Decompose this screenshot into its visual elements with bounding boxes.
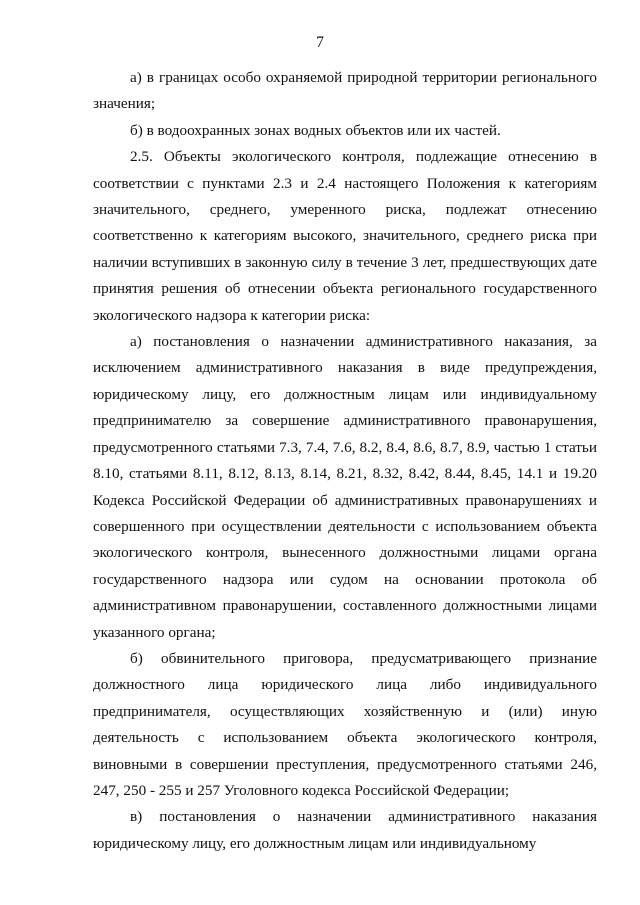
page-number: 7 bbox=[316, 34, 324, 51]
paragraph-2-4-b: б) в водоохранных зонах водных объектов или их частей. bbox=[130, 121, 501, 139]
paragraph-2-5-a: а) постановления о назначении административного наказания, за исключением административного наказания в виде предупреждения, юридическому лицу, его должностным лицам или индивидуальному предпринимателю за совершение административного правонарушения, предусмотренного статьями 7.3, 7.4, 7.6, 8.2, 8.4, 8.6, 8.7, 8.9, частью 1 статьи 8.10, статьями 8.11, 8.12, 8.13, 8.14, 8.21, 8.32, 8.42, 8.44, 8.45, 14.1 и 19.20 Кодекса Российской Федерации об административных правонарушениях и совершенного при осуществлении деятельности с использованием объекта экологического контроля, вынесенного должностными лицами органа государственного надзора или судом на основании протокола об административном правонарушении, составленного должностными лицами указанного органа; bbox=[93, 333, 597, 641]
paragraph-2-5-b: б) обвинительного приговора, предусматривающего признание должностного лица юридического лица либо индивидуального предпринимателя, осуществляющих хозяйственную и (или) иную деятельность с использованием объекта экологического контроля, виновными в совершении преступления, предусмотренного статьями 246, 247, 250 - 255 и 257 Уголовного кодекса Российской Федерации; bbox=[93, 649, 597, 799]
paragraph-2-5: 2.5. Объекты экологического контроля, подлежащие отнесению в соответствии с пунктами 2.3 и 2.4 настоящего Положения к категориям значительного, среднего, умеренного риска, подлежат отнесению соответственно к категориям высокого, значительного, среднего риска при наличии вступивших в законную силу в течение 3 лет, предшествующих дате принятия решения об отнесении объекта регионального государственного экологического надзора к категории риска: bbox=[93, 148, 597, 324]
document-body bbox=[93, 65, 597, 857]
paragraph-2-5-v: в) постановления о назначении административного наказания юридическому лицу, его должностным лицам или индивидуальному bbox=[93, 808, 597, 852]
paragraph-2-4-a: а) в границах особо охраняемой природной территории регионального значения; bbox=[93, 69, 597, 113]
